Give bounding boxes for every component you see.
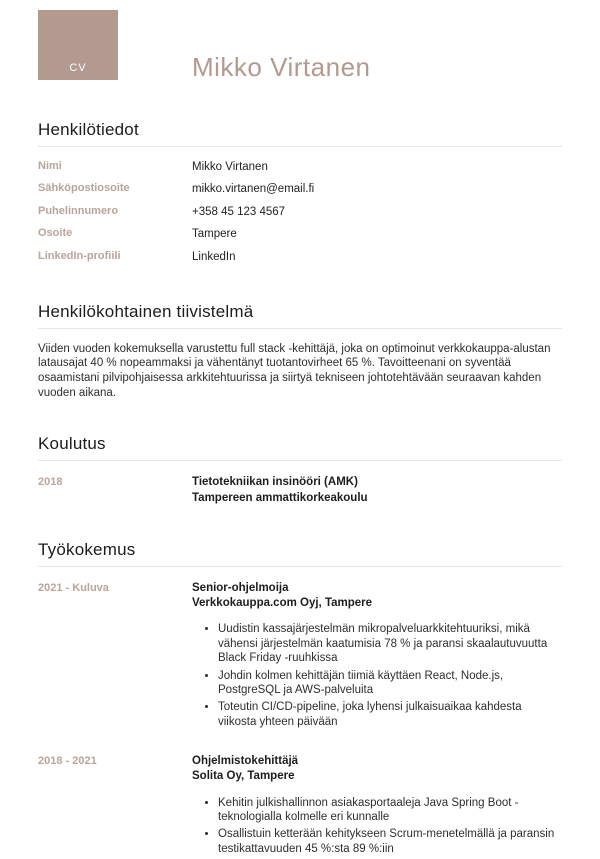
divider — [38, 566, 562, 567]
experience-bullet: • Johdin kolmen kehittäjän tiimiä käyttäen React, Node.js, PostgreSQL ja AWS-palveluita — [218, 669, 562, 698]
experience-bullet: • Toteutin CI/CD-pipeline, joka lyhensi julkaisuaikaa kahdesta viikosta yhteen päivään — [218, 700, 562, 729]
field-row-name — [38, 156, 562, 178]
experience-entry — [38, 754, 562, 859]
education-degree: Tietotekniikan insinööri (AMK) — [192, 476, 358, 489]
field-value-name: Mikko Virtanen — [192, 161, 268, 173]
divider — [38, 328, 562, 329]
page-title: Mikko Virtanen — [192, 52, 371, 82]
experience-details — [192, 754, 562, 859]
section-education-title: Koulutus — [38, 434, 106, 454]
experience-bullet: • Kehitin julkishallinnon asiakasportaaleja Java Spring Boot -teknologialla kolmelle eri kunnalle — [218, 796, 562, 825]
field-row-phone — [38, 201, 562, 223]
section-personal-title: Henkilötiedot — [38, 120, 139, 139]
education-school: Tampereen ammattikorkeakoulu — [192, 491, 368, 504]
field-label: Nimi — [38, 160, 62, 172]
field-value-address: Tampere — [192, 228, 237, 241]
divider — [38, 460, 562, 461]
field-label: Puhelinnumero — [38, 204, 119, 217]
experience-period: 2018 - 2021 — [38, 755, 97, 767]
field-label: LinkedIn-profiili — [38, 249, 121, 262]
summary-text: Viiden vuoden kokemuksella varustettu full stack -kehittäjä, joka on optimoinut verkkokauppa-alustan latausajat 40 % nopeammaksi ja vähentänyt tuotantovirheet 65 %. Tavoitteenani on syventää osaamistani pilvipohjaisessa arkkitehtuurissa ja siirtyä tekniseen johtotehtävään seuraavan kahden vuoden aikana. — [38, 342, 551, 399]
divider — [38, 146, 562, 147]
experience-role: Senior-ohjelmoija — [192, 581, 289, 594]
field-value-linkedin — [192, 250, 562, 264]
education-details — [192, 475, 562, 506]
header — [38, 8, 562, 80]
field-row-address — [38, 223, 562, 245]
experience-period: 2021 - Kuluva — [38, 581, 109, 594]
field-label: Osoite — [38, 227, 73, 240]
personal-fields — [38, 156, 562, 268]
field-value-phone: +358 45 123 4567 — [192, 205, 286, 218]
section-experience-title: Työkokemus — [38, 539, 136, 559]
education-period: 2018 — [38, 476, 63, 489]
section-summary-title: Henkilökohtainen tiivistelmä — [38, 301, 254, 321]
section-personal — [38, 120, 562, 268]
experience-company: Verkkokauppa.com Oyj, Tampere — [192, 597, 373, 610]
education-entry — [38, 475, 562, 506]
experience-entry — [38, 581, 562, 732]
linkedin-link[interactable]: LinkedIn — [192, 250, 236, 263]
cv-badge — [38, 10, 118, 80]
section-experience — [38, 540, 562, 859]
experience-bullet: • Uudistin kassajärjestelmän mikropalveluarkkitehtuuriksi, mikä vähensi järjestelmän kaatumisia 78 % ja paransi skaalautuvuutta Black Friday -ruuhkissa — [218, 622, 562, 665]
cv-badge-label: CV — [69, 62, 87, 74]
experience-bullet-list — [192, 796, 562, 857]
experience-bullet: • Osallistuin ketterään kehitykseen Scrum-menetelmällä ja paransin testikattavuuden 45 %:sta 89 %:iin — [218, 827, 562, 856]
field-row-email — [38, 178, 562, 200]
section-summary — [38, 302, 562, 400]
experience-company: Solita Oy, Tampere — [192, 770, 295, 783]
field-row-linkedin — [38, 246, 562, 268]
experience-role: Ohjelmistokehittäjä — [192, 755, 299, 767]
field-label: Sähköpostiosoite — [38, 182, 130, 195]
section-education — [38, 434, 562, 506]
field-value-email: mikko.virtanen@email.fi — [192, 183, 315, 196]
experience-bullet-list — [192, 622, 562, 729]
experience-details — [192, 581, 562, 732]
